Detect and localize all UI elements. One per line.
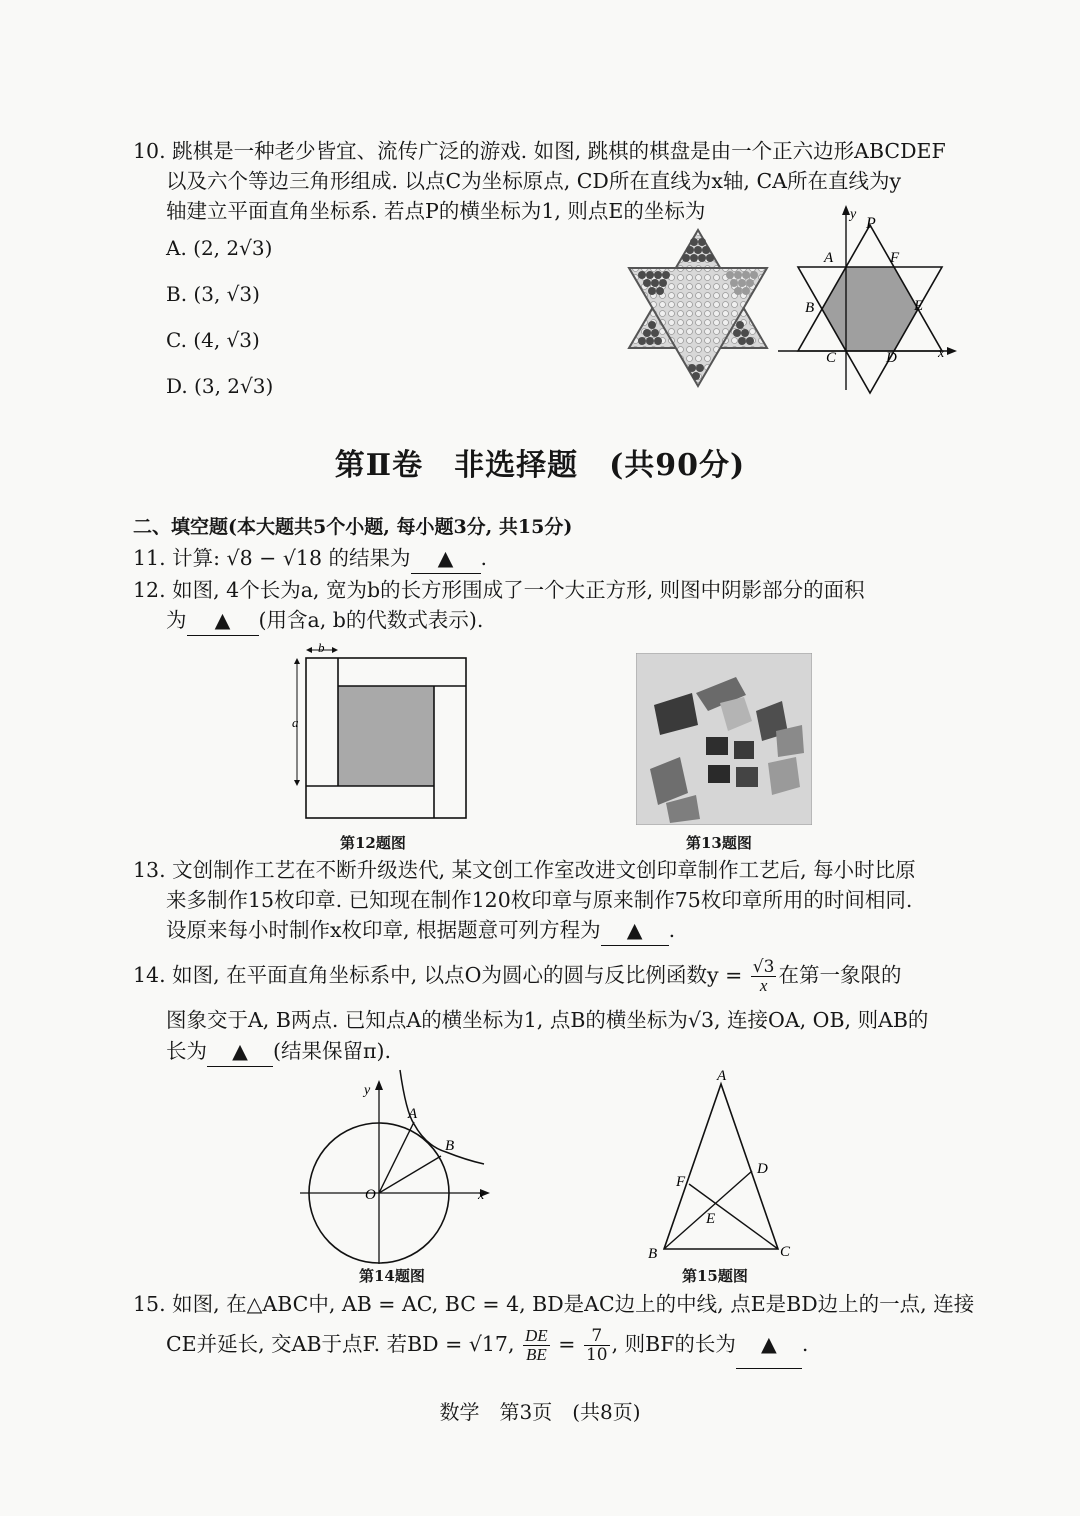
- q15-frac1-num: DE: [525, 1326, 548, 1345]
- q14-caption: 第14题图: [359, 1267, 425, 1285]
- q15-answer-blank: ▲: [736, 1320, 802, 1369]
- q12-caption: 第12题图: [340, 834, 406, 852]
- q13-caption: 第13题图: [686, 834, 752, 852]
- part2-title: 第Ⅱ卷 非选择题 (共90分): [334, 448, 746, 483]
- q10-line-3: 轴建立平面直角坐标系. 若点P的横坐标为1, 则点E的坐标为: [166, 199, 706, 223]
- label-b: B: [805, 300, 815, 316]
- label-d: D: [886, 350, 897, 366]
- q15-fraction-7-10: [584, 1327, 610, 1364]
- label-b: B: [445, 1138, 455, 1154]
- q13-line-1: 13. 文创制作工艺在不断升级迭代, 某文创工作室改进文创印章制作工艺后, 每小时比原: [133, 858, 916, 882]
- label-x: x: [478, 1188, 485, 1203]
- label-f: F: [676, 1174, 686, 1190]
- q12-figure: [290, 642, 480, 824]
- label-c: C: [780, 1244, 791, 1260]
- label-f: F: [890, 250, 900, 266]
- hexagon-shaded: [822, 267, 918, 351]
- q10-line-1: 10. 跳棋是一种老少皆宜、流传广泛的游戏. 如图, 跳棋的棋盘是由一个正六边形ABCDEF: [133, 139, 946, 163]
- q13-answer-blank: ▲: [601, 915, 669, 946]
- q13-line-2: 来多制作15枚印章. 已知现在制作120枚印章与原来制作75枚印章所用的时间相同.: [166, 888, 913, 912]
- q15-line2-pre: CE并延长, 交AB于点F. 若BD = √17,: [166, 1332, 515, 1356]
- q12-answer-blank: ▲: [187, 605, 259, 636]
- q12-line-2: [166, 605, 483, 636]
- q14-line-2: 图象交于A, B两点. 已知点A的横坐标为1, 点B的横坐标为√3, 连接OA, OB, 则AB的: [166, 1008, 929, 1032]
- q10-option-d: D. (3, 2√3): [166, 374, 274, 398]
- segment-cf: [689, 1184, 778, 1249]
- q14-answer-blank: ▲: [207, 1036, 273, 1067]
- q15-line-2: [166, 1320, 808, 1368]
- q13-end: .: [668, 918, 676, 942]
- q14-figure: [296, 1068, 496, 1264]
- section2-header: 二、填空题(本大题共5个小题, 每小题3分, 共15分): [133, 516, 573, 538]
- q11-answer-blank: ▲: [411, 543, 481, 574]
- chinese-checkers-board-image: [622, 228, 774, 388]
- q15-end: .: [801, 1332, 809, 1356]
- label-b: B: [648, 1246, 658, 1262]
- q15-figure: [640, 1066, 800, 1262]
- q10-hexagram-figure: [778, 200, 958, 396]
- q15-eq: =: [558, 1332, 576, 1356]
- x-axis-arrow: [947, 347, 957, 355]
- label-c: C: [826, 350, 837, 366]
- q14-fraction: [751, 958, 777, 995]
- label-y: y: [850, 207, 857, 222]
- label-d: D: [757, 1161, 768, 1177]
- q10-line-2: 以及六个等边三角形组成. 以点C为坐标原点, CD所在直线为x轴, CA所在直线为y: [166, 169, 902, 193]
- label-a: A: [408, 1106, 418, 1122]
- q14-line1-post: 在第一象限的: [778, 963, 902, 987]
- q14-line-3: [166, 1036, 391, 1067]
- q11-text: 11. 计算: √8 − √18 的结果为: [133, 546, 411, 570]
- q14-frac-num: √3: [752, 957, 775, 977]
- q15-fraction-de-be: [523, 1327, 550, 1364]
- q14-line3-pre: 长为: [166, 1039, 207, 1063]
- q11-end: .: [480, 546, 488, 570]
- label-b: b: [318, 642, 325, 655]
- q12-line2-post: (用含a, b的代数式表示).: [258, 608, 484, 632]
- q14-line1-pre: 14. 如图, 在平面直角坐标系中, 以点O为圆心的圆与反比例函数y =: [133, 963, 743, 987]
- q14-line3-post: (结果保留π).: [273, 1039, 391, 1063]
- q11-line: [133, 543, 487, 574]
- q15-caption: 第15题图: [682, 1267, 748, 1285]
- q15-frac1-den: BE: [525, 1345, 547, 1364]
- label-a: A: [717, 1068, 727, 1084]
- q14-line-1: [133, 952, 901, 998]
- q15-line2-post: , 则BF的长为: [611, 1332, 736, 1356]
- shaded-square: [338, 686, 434, 786]
- q10-option-c: C. (4, √3): [166, 328, 260, 352]
- q10-option-b: B. (3, √3): [166, 282, 260, 306]
- label-o: O: [365, 1187, 376, 1203]
- y-axis-arrow: [842, 205, 850, 215]
- q12-line2-pre: 为: [166, 608, 187, 632]
- q15-frac2-den: 10: [585, 1345, 608, 1365]
- page-footer: 数学 第3页 (共8页): [439, 1400, 641, 1424]
- label-x: x: [938, 346, 945, 361]
- label-y: y: [364, 1083, 371, 1098]
- label-a: A: [824, 250, 834, 266]
- label-e: E: [914, 298, 924, 314]
- q10-option-a: A. (2, 2√3): [166, 236, 273, 260]
- q13-line-3: [166, 915, 675, 946]
- label-e: E: [706, 1211, 716, 1227]
- q13-seals-photo: [636, 653, 812, 825]
- q12-line-1: 12. 如图, 4个长为a, 宽为b的长方形围成了一个大正方形, 则图中阴影部分的面积: [133, 578, 865, 602]
- q15-frac2-num: 7: [584, 1327, 610, 1346]
- label-p: P: [866, 215, 876, 232]
- label-a: a: [292, 715, 299, 730]
- q13-line3-pre: 设原来每小时制作x枚印章, 根据题意可列方程为: [166, 918, 601, 942]
- q14-frac-den: x: [759, 976, 768, 995]
- q15-line-1: 15. 如图, 在△ABC中, AB = AC, BC = 4, BD是AC边上的中线, 点E是BD边上的一点, 连接: [133, 1292, 975, 1316]
